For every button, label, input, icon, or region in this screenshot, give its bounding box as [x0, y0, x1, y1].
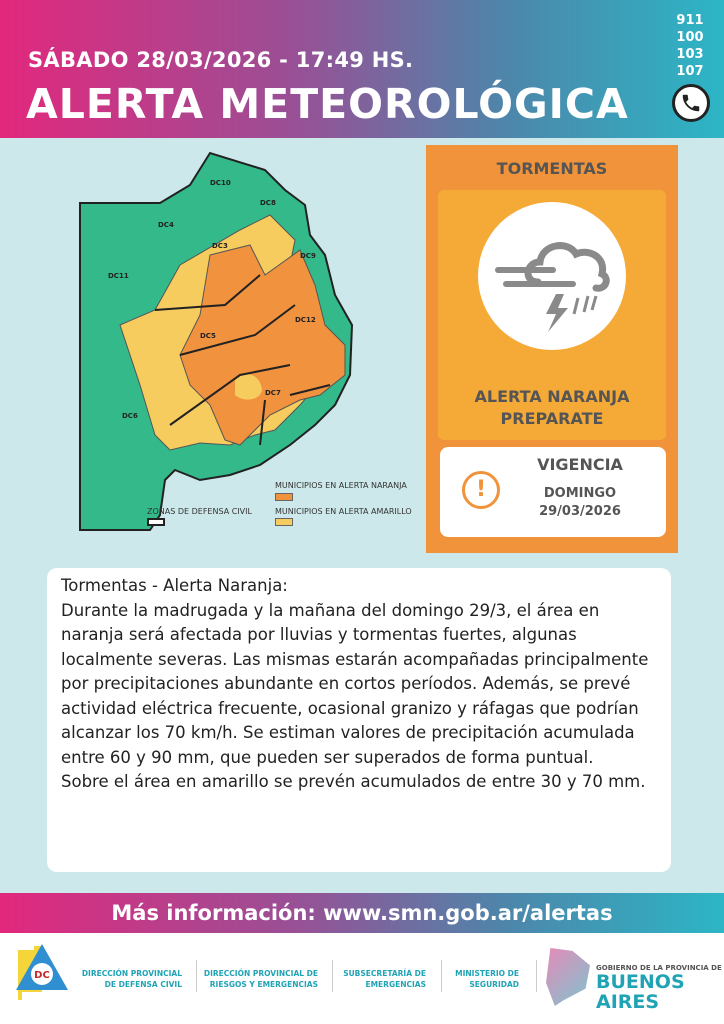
vigencia-label: VIGENCIA — [537, 455, 623, 474]
zone-label: DC3 — [212, 242, 228, 250]
vigencia-box — [440, 447, 666, 537]
zone-label: DC11 — [108, 272, 129, 280]
alert-level — [438, 386, 666, 430]
gov-logo-text: GOBIERNO DE LA PROVINCIA DE BUENOS AIRES — [596, 964, 722, 1013]
vigencia-date — [510, 485, 650, 521]
zone-label: DC8 — [260, 199, 276, 207]
date-time: SÁBADO 28/03/2026 - 17:49 HS. — [28, 48, 414, 72]
zone-label: DC4 — [158, 221, 174, 229]
legend-naranja-swatch — [275, 493, 293, 501]
legend-naranja-label: MUNICIPIOS EN ALERTA NARANJA — [275, 481, 407, 490]
description-body: Durante la madrugada y la mañana del domingo 29/3, el área en naranja será afectada por lluvias y tormentas fuertes, algunas localmente severas. Las mismas estarán acompañadas principalmente por precipitaciones abundante en cortos períodos. Además, se prevé actividad eléctrica frecuente, ocasional granizo y ráfagas que podrían alcanzar los 70 km/h. Se estiman valores de precipitación acumulada entre 60 y 90 mm, que pueden ser superados de forma puntual. — [61, 600, 649, 767]
description-heading: Tormentas - Alerta Naranja: — [61, 576, 288, 595]
svg-text:DC: DC — [34, 970, 50, 981]
buenos-aires-map-logo — [546, 948, 590, 1006]
zone-label: DC12 — [295, 316, 316, 324]
more-info-link[interactable]: Más información: www.smn.gob.ar/alertas — [0, 893, 724, 933]
description-yellow: Sobre el área en amarillo se prevén acumulados de entre 30 y 70 mm. — [61, 772, 646, 791]
legend-amarillo-swatch — [275, 518, 293, 526]
phone-number: 100 — [676, 30, 704, 45]
divider — [441, 960, 442, 992]
org-riesgos: DIRECCIÓN PROVINCIAL DE RIESGOS Y EMERGENCIAS — [203, 969, 318, 989]
emergency-numbers — [672, 12, 708, 80]
org-defensa-civil: DIRECCIÓN PROVINCIAL DE DEFENSA CIVIL — [81, 969, 182, 989]
page-title: ALERTA METEOROLÓGICA — [26, 80, 629, 128]
divider — [196, 960, 197, 992]
alert-level-line2: PREPARATE — [500, 409, 604, 428]
zone-label: DC10 — [210, 179, 231, 187]
alert-panel — [426, 145, 678, 553]
org-subsecretaria: SUBSECRETARÍA DE EMERGENCIAS — [343, 969, 426, 989]
divider — [332, 960, 333, 992]
zone-label: DC5 — [200, 332, 216, 340]
phenomenon-title: TORMENTAS — [496, 159, 608, 178]
legend-zonas-swatch — [147, 518, 165, 526]
alert-circle-icon: ! — [462, 471, 500, 509]
alert-level-line1: ALERTA NARANJA — [474, 387, 630, 406]
divider — [536, 960, 537, 992]
legend-amarillo-label: MUNICIPIOS EN ALERTA AMARILLO — [275, 507, 412, 516]
legend-zonas-label: ZONAS DE DEFENSA CIVIL — [147, 507, 252, 516]
zone-label: DC9 — [300, 252, 316, 260]
phone-number: 911 — [676, 13, 704, 28]
zone-label: DC7 — [265, 389, 281, 397]
header — [0, 0, 724, 138]
dc-logo — [14, 942, 70, 1002]
org-ministerio: MINISTERIO DE SEGURIDAD — [455, 969, 519, 989]
phone-icon — [672, 84, 710, 122]
vigencia-day: DOMINGO — [543, 486, 617, 501]
zone-label: DC6 — [122, 412, 138, 420]
alert-icon-box — [438, 190, 666, 440]
storm-cloud-icon — [478, 202, 626, 350]
phone-number: 107 — [676, 64, 704, 79]
phone-number: 103 — [676, 47, 704, 62]
vigencia-date-value: 29/03/2026 — [539, 504, 621, 519]
description-box — [47, 568, 671, 872]
